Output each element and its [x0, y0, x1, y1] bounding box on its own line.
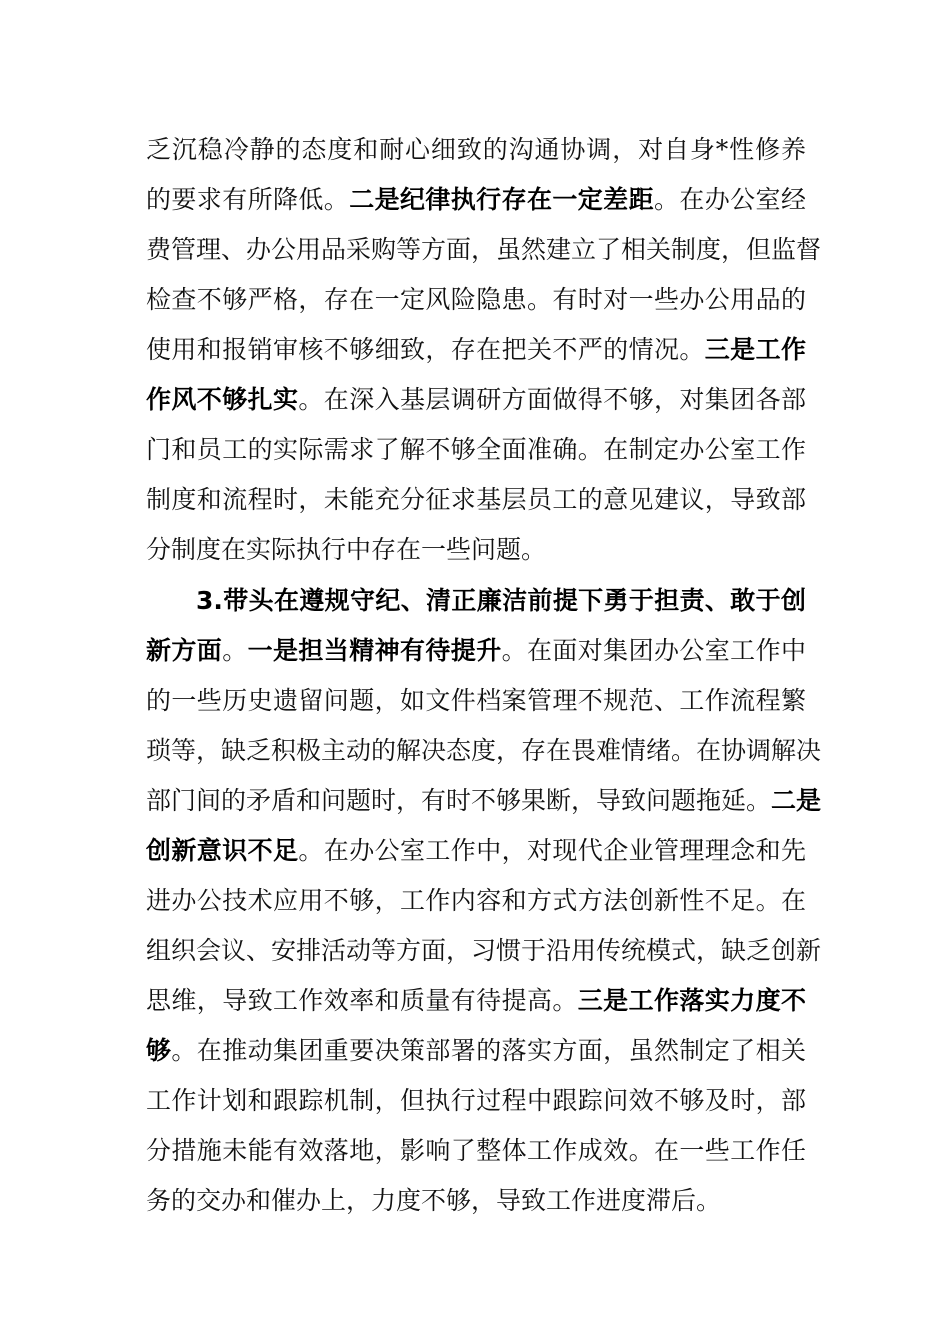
bold-run: 三是工作 [704, 335, 806, 364]
text-line [146, 676, 806, 726]
text-run: 。在办公室工作中，对现代企业管理理念和先 [298, 836, 806, 865]
text-line [146, 1176, 806, 1226]
text-line [146, 1076, 806, 1126]
text-line [146, 726, 822, 776]
text-run: 使用和报销审核不够细致，存在把关不严的情况。 [146, 335, 705, 364]
text-run: 。 [222, 636, 248, 665]
text-line [146, 1126, 806, 1176]
text-line [146, 125, 806, 175]
text-run: 分措施未能有效落地，影响了整体工作成效。在一些工作任 [146, 1136, 806, 1165]
text-run: 的一些历史遗留问题，如文件档案管理不规范、工作流程繁 [146, 686, 806, 715]
text-run: 部门间的矛盾和问题时，有时不够果断，导致问题拖延。 [146, 786, 772, 815]
text-line [146, 175, 806, 225]
section-heading: 3.带头在遵规守纪、清正廉洁前提下勇于担责、敢于创 [196, 586, 806, 615]
text-line [146, 375, 806, 425]
text-run: 乏沉稳冷静的态度和耐心细致的沟通协调，对自身*性修养 [146, 135, 806, 164]
section-heading-line [196, 576, 806, 626]
text-run: 。在深入基层调研方面做得不够，对集团各部 [298, 385, 806, 414]
text-line [146, 475, 806, 525]
bold-run: 二是 [771, 786, 822, 815]
text-line [146, 275, 806, 325]
bold-run: 一是担当精神有待提升 [247, 636, 502, 665]
text-line [146, 626, 806, 676]
bold-run: 二是纪律执行存在一定差距 [349, 185, 654, 214]
bold-run: 够 [146, 1036, 172, 1065]
text-run: 门和员工的实际需求了解不够全面准确。在制定办公室工作 [146, 435, 806, 464]
text-run: 琐等，缺乏积极主动的解决态度，存在畏难情绪。在协调解决 [146, 736, 822, 765]
text-line [146, 926, 822, 976]
bold-run: 作风不够扎实 [146, 385, 299, 414]
text-run: 进办公技术应用不够，工作内容和方式方法创新性不足。在 [146, 886, 806, 915]
text-line [146, 1026, 806, 1076]
text-line [146, 525, 806, 575]
bold-run: 创新意识不足 [146, 836, 299, 865]
text-run: 费管理、办公用品采购等方面，虽然建立了相关制度，但监督 [146, 235, 822, 264]
text-line [146, 776, 822, 826]
text-line [146, 976, 806, 1026]
text-run: 工作计划和跟踪机制，但执行过程中跟踪问效不够及时，部 [146, 1086, 806, 1115]
text-line [146, 225, 822, 275]
text-run: 检查不够严格，存在一定风险隐患。有时对一些办公用品的 [146, 285, 806, 314]
text-line [146, 325, 806, 375]
text-run: 。在推动集团重要决策部署的落实方面，虽然制定了相关 [171, 1036, 806, 1065]
text-run: 组织会议、安排活动等方面，习惯于沿用传统模式，缺乏创新 [146, 936, 822, 965]
text-line [146, 425, 806, 475]
text-run: 。在办公室经 [653, 185, 806, 214]
text-line [146, 876, 806, 926]
text-run: 务的交办和催办上，力度不够，导致工作进度滞后。 [146, 1186, 722, 1215]
text-run: 。在面对集团办公室工作中 [501, 636, 806, 665]
text-run: 的要求有所降低。 [146, 185, 350, 214]
text-run: 制度和流程时，未能充分征求基层员工的意见建议，导致部 [146, 485, 806, 514]
text-line [146, 826, 806, 876]
text-run: 思维，导致工作效率和质量有待提高。 [146, 986, 578, 1015]
text-run: 分制度在实际执行中存在一些问题。 [146, 535, 547, 564]
bold-run: 三是工作落实力度不 [577, 986, 806, 1015]
bold-run: 新方面 [146, 636, 223, 665]
